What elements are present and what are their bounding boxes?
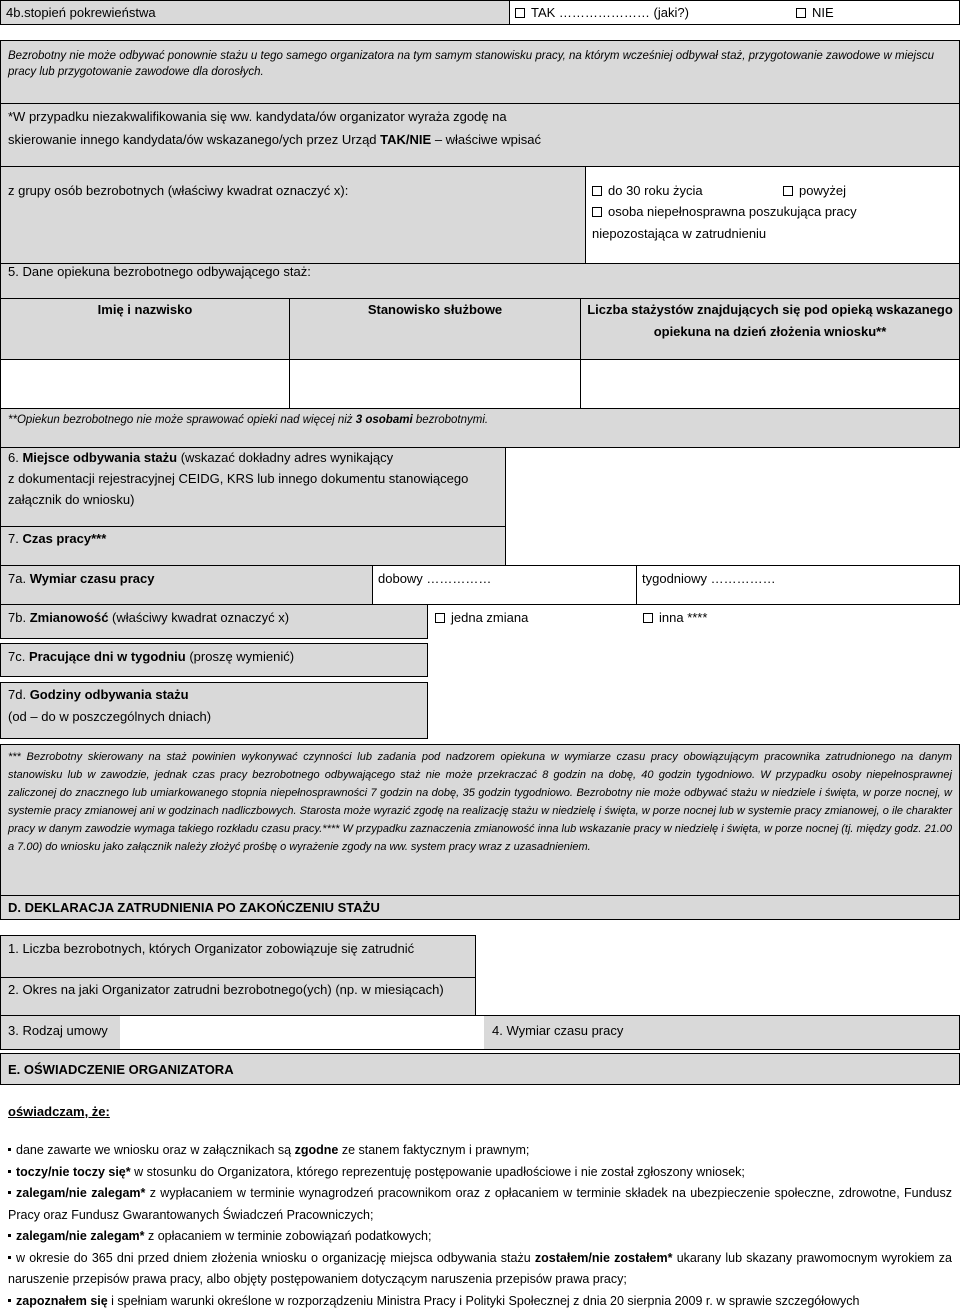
declaration-item: zapoznałem się i spełniam warunki określone w rozporządzeniu Ministra Pracy i Polityki Społecznej z dnia 20 sierpnia 2009 r. w sprawie szczegółowych [8, 1291, 952, 1313]
declaration-item: zalegam/nie zalegam* z opłacaniem w terminie zobowiązań podatkowych; [8, 1226, 952, 1248]
section-e-declare: oświadczam, że: [8, 1104, 110, 1119]
section7-title: 7. Czas pracy*** [8, 531, 107, 546]
group-label: z grupy osób bezrobotnych (właściwy kwadrat oznaczyć x): [8, 183, 349, 198]
declarations-list [8, 1140, 952, 1312]
row-7a-daily: dobowy …………… [378, 571, 492, 586]
section-e-title: E. OŚWIADCZENIE ORGANIZATORA [8, 1062, 234, 1077]
section6-line2: z dokumentacji rejestracyjnej CEIDG, KRS lub innego dokumentu stanowiącego [8, 471, 469, 486]
group-option-disabled-line2: niepozostająca w zatrudnieniu [592, 226, 767, 241]
caretaker-note: **Opiekun bezrobotnego nie może sprawować opieki nad więcej niż 3 osobami bezrobotnymi. [8, 414, 489, 426]
declaration-item: w okresie do 365 dni przed dniem złożenia wniosku o organizację miejsca odbywania stażu zostałem/nie zostałem* ukarany lub skazany prawomocnym wyrokiem za naruszenie przepisów prawa pracy, albo objęty postępowaniem dotyczącym naruszenia przepisów prawa pracy; [8, 1250, 952, 1286]
checkbox-icon[interactable] [592, 186, 602, 196]
section-d-title: D. DEKLARACJA ZATRUDNIENIA PO ZAKOŃCZENIU STAŻU [8, 900, 380, 915]
row-7d-label: 7d. Godziny odbywania stażu [8, 687, 189, 702]
declaration-item: zalegam/nie zalegam* z wypłacaniem w terminie wynagrodzeń pracownikom oraz z opłacaniem w terminie składek na ubezpieczenie społeczne, zdrowotne, Fundusz Pracy oraz Fundusz Gwarantowanych Świadczeń Pracowniczych; [8, 1186, 952, 1222]
section-d-q1: 1. Liczba bezrobotnych, których Organizator zobowiązuje się zatrudnić [8, 941, 415, 956]
checkbox-icon[interactable] [515, 8, 525, 18]
section-d-q2: 2. Okres na jaki Organizator zatrudni bezrobotnego(ych) (np. w miesiącach) [8, 982, 444, 997]
group-option-disabled[interactable]: osoba niepełnosprawna poszukująca pracy [592, 203, 857, 220]
caretaker-col-position-label: Stanowisko służbowe [367, 302, 503, 317]
row-7a-label: 7a. Wymiar czasu pracy [8, 571, 155, 586]
section5-title: 5. Dane opiekuna bezrobotnego odbywającego staż: [8, 264, 311, 279]
bullet-icon [8, 1191, 11, 1194]
bullet-icon [8, 1148, 11, 1151]
checkbox-icon[interactable] [783, 186, 793, 196]
bullet-icon [8, 1299, 11, 1302]
section-d-contract-type-input[interactable] [120, 1016, 484, 1049]
row-7b-label: 7b. Zmianowość (właściwy kwadrat oznaczyć x) [8, 610, 290, 625]
row-7d-sub: (od – do w poszczególnych dniach) [8, 709, 212, 724]
group-option-under-30[interactable]: do 30 roku życia [592, 182, 703, 199]
row-4b-label: 4b.stopień pokrewieństwa [6, 5, 156, 20]
row-7b-option-single-shift[interactable]: jedna zmiana [435, 609, 528, 626]
row-4b-option-no[interactable]: NIE [796, 4, 834, 21]
caretaker-position-input[interactable] [289, 359, 581, 409]
unqualified-line1: *W przypadku niezakwalifikowania się ww. kandydata/ów organizator wyraża zgodę na [8, 109, 507, 124]
group-option-over[interactable]: powyżej [783, 182, 846, 199]
row-7c-label: 7c. Pracujące dni w tygodniu (proszę wymienić) [8, 649, 295, 664]
caretaker-col-name-label: Imię i nazwisko [97, 302, 193, 317]
working-time-note: *** Bezrobotny skierowany na staż powinien wykonywać czynności lub zadania pod nadzorem opiekuna w wymiarze czasu pracy obowiązującym pracownika zatrudnionego na danym stanowisku lub w zawodzie, jednak czas pracy bezrobotnego odbywającego staż nie może przekraczać 8 godzin na dobę, 40 godzin tygodniowo. W przypadku osoby niepełnosprawnej zaliczonej do znacznego lub umiarkowanego stopnia niepełnosprawności 7 godzin na dobę, 35 godzin tygodniowo. Bezrobotny nie może odbywać stażu w niedziele i święta, w porze nocnej, w systemie pracy zmianowej ani w godzinach nadliczbowych. Starosta może wyrazić zgodę na realizację stażu w niedzielę i święta, w porze nocnej lub w systemie pracy zmianowej, o ile charakter pracy w danym zawodzie wymaga takiego rozkładu czasu pracy.**** W przypadku zaznaczenia zmianowość inna lub wskazanie pracy w niedzielę i święta, w porze nocnej (tj. między godz. 21.00 a 7.00) do wniosku jako załącznik należy złożyć prośbę o wyrażenie zgody na ww. system pracy wraz z uzasadnieniem. [8, 751, 952, 853]
checkbox-icon[interactable] [592, 207, 602, 217]
section6-line3: załącznik do wniosku) [8, 492, 135, 507]
caretaker-name-input[interactable] [0, 359, 290, 409]
declaration-item: toczy/nie toczy się* w stosunku do Organizatora, którego reprezentuję postępowanie upadłościowe i nie został zgłoszony wniosek; [8, 1162, 952, 1184]
bullet-icon [8, 1234, 11, 1237]
caretaker-count-input[interactable] [580, 359, 960, 409]
bullet-icon [8, 1170, 11, 1173]
unqualified-line2: skierowanie innego kandydata/ów wskazanego/ych przez Urząd TAK/NIE – właściwe wpisać [8, 132, 542, 147]
row-4b-option-yes[interactable]: TAK ………………… (jaki?) [515, 4, 689, 21]
section-d-q4: 4. Wymiar czasu pracy [492, 1023, 624, 1038]
declaration-item: dane zawarte we wniosku oraz w załącznikach są zgodne ze stanem faktycznym i prawnym; [8, 1140, 952, 1162]
row-7a-weekly: tygodniowy …………… [642, 571, 776, 586]
bullet-icon [8, 1256, 11, 1259]
row-7b-option-other[interactable]: inna **** [643, 609, 707, 626]
caretaker-col-count-label-1: Liczba stażystów znajdujących się pod opieką wskazanego [587, 302, 953, 317]
checkbox-icon[interactable] [643, 613, 653, 623]
caretaker-col-count-label-2: opiekuna na dzień złożenia wniosku** [653, 324, 887, 339]
section-d-q3: 3. Rodzaj umowy [8, 1023, 108, 1038]
checkbox-icon[interactable] [796, 8, 806, 18]
section6-line1: 6. Miejsce odbywania stażu (wskazać dokładny adres wynikający [8, 450, 394, 465]
checkbox-icon[interactable] [435, 613, 445, 623]
note-repeat-internship: Bezrobotny nie może odbywać ponownie stażu u tego samego organizatora na tym samym stanowisku pracy, na którym wcześniej odbywał staż, przygotowanie zawodowe w miejscu pracy lub przygotowanie zawodowe dla dorosłych. [8, 50, 934, 78]
